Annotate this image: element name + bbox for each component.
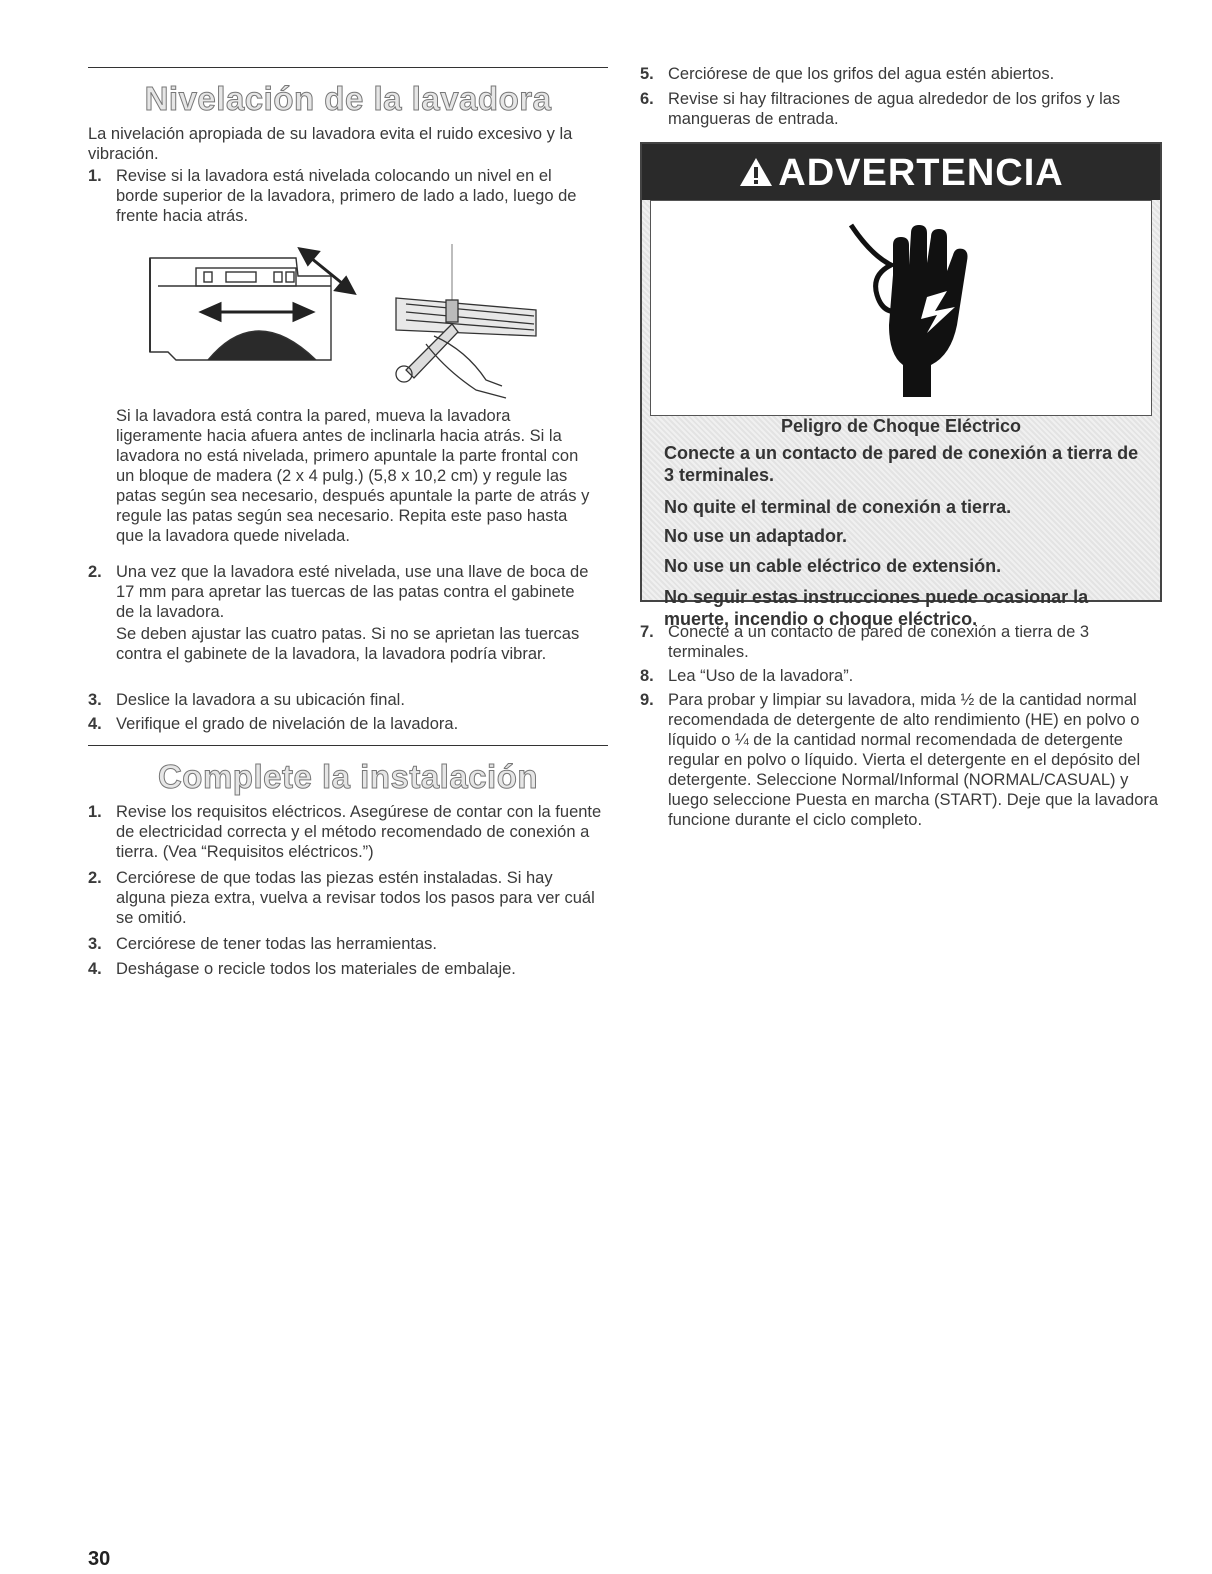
electric-shock-hand-icon <box>831 215 981 405</box>
leveling-intro: La nivelación apropiada de su lavadora evita el ruido excesivo y la vibración. <box>88 125 573 163</box>
leveling-step-4: 4. Verifique el grado de nivelación de la lavadora. <box>88 715 459 733</box>
step-6: 6. Revise si hay filtraciones de agua alrededor de los grifos y las mangueras de entrada. <box>640 90 1121 128</box>
leveling-step-2-detail: Se deben ajustar las cuatro patas. Si no se aprietan las tuercas contra el gabinete de la lavadora, la lavadora podría vibrar. <box>116 625 580 663</box>
complete-step-3: 3. Cerciórese de tener todas las herramientas. <box>88 935 437 953</box>
warning-line-2: No quite el terminal de conexión a tierra. <box>664 497 1012 517</box>
wrench-drawing <box>396 244 536 398</box>
warning-line-3: No use un adaptador. <box>664 526 848 546</box>
warning-subtitle: Peligro de Choque Eléctrico <box>780 416 1022 436</box>
section-heading-leveling: Nivelación de la lavadora <box>144 80 552 117</box>
warning-line-1: Conecte a un contacto de pared de conexión a tierra de 3 terminales. <box>664 443 1139 485</box>
leveling-illustration <box>146 240 546 405</box>
step-8: 8. Lea “Uso de la lavadora”. <box>640 667 854 685</box>
section-rule <box>88 745 608 746</box>
warning-line-4: No use un cable eléctrico de extensión. <box>664 556 1002 576</box>
leveling-step-2: 2. Una vez que la lavadora esté nivelada, use una llave de boca de 17 mm para apretar las tuercas de las patas contra el gabinete de la lavadora. <box>88 563 589 621</box>
warning-symbol-panel <box>650 200 1152 416</box>
step-7: 7. Conecte a un contacto de pared de conexión a tierra de 3 terminales. <box>640 623 1090 661</box>
top-rule <box>88 67 608 68</box>
complete-step-1: 1. Revise los requisitos eléctricos. Asegúrese de contar con la fuente de electricidad correcta y el método recomendado de conexión a tierra. (Vea “Requisitos eléctricos.”) <box>88 803 602 861</box>
leveling-step-1: 1. Revise si la lavadora está nivelada colocando un nivel en el borde superior de la lavadora, primero de lado a lado, luego de frente hacia atrás. <box>88 167 577 225</box>
section-heading-complete: Complete la instalación <box>157 758 539 795</box>
step-9: 9. Para probar y limpiar su lavadora, mida ½ de la cantidad normal recomendada de detergente de alto rendimiento (HE) en polvo o líquido o ¼ de la cantidad normal recomendada de detergente regular en polvo o líquido. Vierta el detergente en el depósito del detergente. Seleccione Normal/Informal (NORMAL/CASUAL) y luego seleccione Puesta en marcha (START). Deje que la lavadora funcione durante el ciclo completo. <box>640 691 1159 829</box>
complete-step-4: 4. Deshágase o recicle todos los materiales de embalaje. <box>88 960 516 978</box>
warning-header <box>642 144 1160 200</box>
leveling-step-3: 3. Deslice la lavadora a su ubicación final. <box>88 691 405 709</box>
step-5: 5. Cerciórese de que los grifos del agua estén abiertos. <box>640 65 1055 83</box>
complete-step-2: 2. Cerciórese de que todas las piezas estén instaladas. Si hay alguna pieza extra, vuelva a revisar todos los pasos para ver cuál se omitió. <box>88 869 595 927</box>
leveling-step-1-detail: Si la lavadora está contra la pared, mueva la lavadora ligeramente hacia afuera antes de inclinarla hacia atrás. Si la lavadora no está nivelada, primero apuntale la parte frontal con un bloque de madera (2 x 4 pulg.) (5,8 x 10,2 cm) y regule las patas según sea necesario, después apuntale la parte de atrás y regule las patas según sea necesario. Repita este paso hasta que la lavadora quede nivelada. <box>116 407 590 545</box>
warning-line-5: No seguir estas instrucciones puede ocasionar la muerte, incendio o choque eléctrico. <box>664 587 1089 629</box>
warning-box <box>640 142 1162 629</box>
page-number: 30 <box>88 1548 111 1570</box>
warning-title: ADVERTENCIA <box>778 152 1064 194</box>
warning-triangle-icon <box>738 156 774 188</box>
